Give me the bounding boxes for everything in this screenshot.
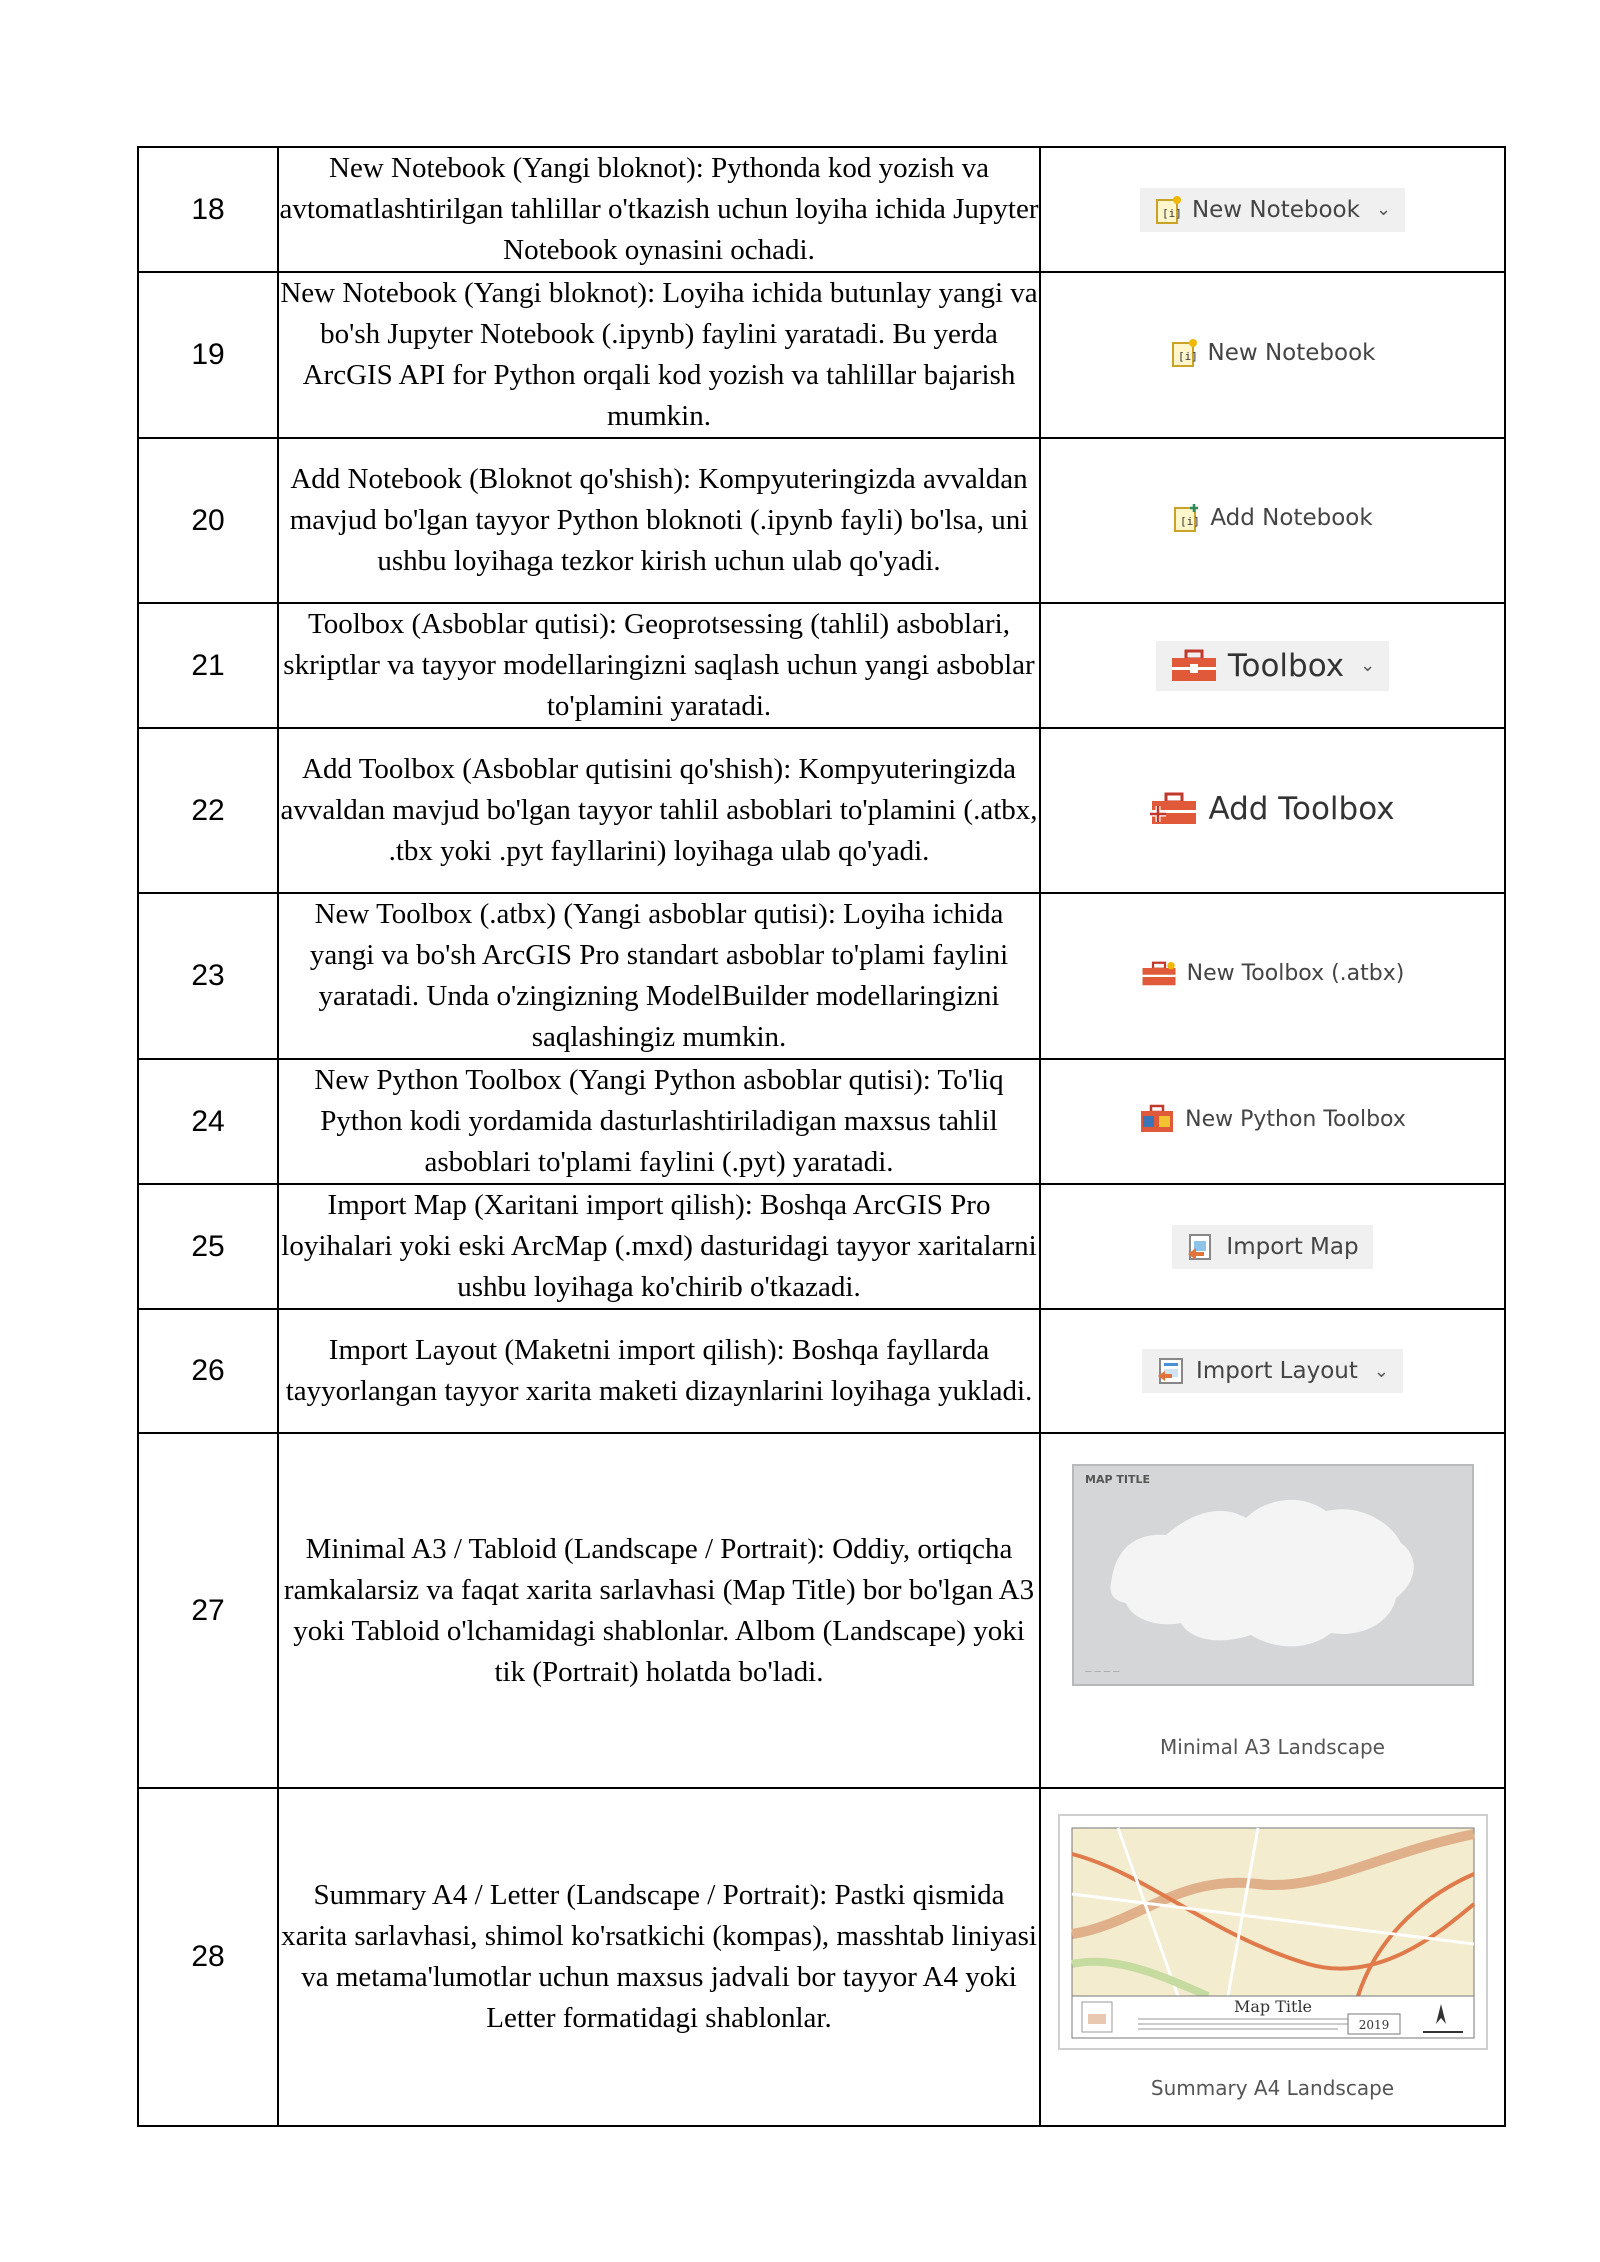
table-row bbox=[138, 893, 1505, 1059]
notebook-icon bbox=[1170, 338, 1198, 368]
toolbox-icon bbox=[1170, 649, 1218, 683]
menu-item-label: Add Notebook bbox=[1210, 505, 1373, 531]
new-toolbox-atbx-menu-item[interactable] bbox=[1141, 961, 1405, 987]
add-notebook-menu-item[interactable] bbox=[1172, 503, 1372, 533]
row-number: 23 bbox=[138, 893, 278, 1059]
svg-text:[i]: [i] bbox=[1161, 206, 1182, 220]
svg-text:[i]: [i] bbox=[1180, 515, 1201, 528]
layout-template-thumbnail[interactable] bbox=[1041, 1463, 1504, 1759]
button-label: Import Layout bbox=[1196, 1358, 1358, 1384]
table-row bbox=[138, 438, 1505, 603]
row-number: 24 bbox=[138, 1059, 278, 1184]
chevron-down-icon: ⌄ bbox=[1373, 1360, 1389, 1382]
feature-table bbox=[137, 146, 1506, 2127]
row-number: 22 bbox=[138, 728, 278, 893]
row-description: Import Layout (Maketni import qilish): Boshqa fayllarda tayyorlangan tayyor xarita maketi dizaynlarini loyihaga yukladi. bbox=[278, 1309, 1040, 1433]
layout-template-thumbnail[interactable] bbox=[1041, 1814, 1504, 2100]
ui-screenshot-cell bbox=[1040, 272, 1505, 438]
row-description: Summary A4 / Letter (Landscape / Portrait): Pastki qismida xarita sarlavhasi, shimol ko'rsatkichi (kompas), masshtab liniyasi va metama'lumotlar uchun maxsus jadvali bor tayyor A4 yoki Letter formatidagi shablonlar. bbox=[278, 1788, 1040, 2126]
ui-screenshot-cell bbox=[1040, 1184, 1505, 1309]
ui-screenshot-cell bbox=[1040, 893, 1505, 1059]
table-row bbox=[138, 272, 1505, 438]
table-row bbox=[138, 1433, 1505, 1788]
row-description: Add Notebook (Bloknot qo'shish): Kompyuteringizda avvaldan mavjud bo'lgan tayyor Python bloknoti (.ipynb fayli) bo'lsa, uni ushbu loyihaga tezkor kirish uchun ulab qo'yadi. bbox=[278, 438, 1040, 603]
map-year-text: 2019 bbox=[1358, 2018, 1389, 2032]
ui-screenshot-cell bbox=[1040, 1788, 1505, 2126]
table-row bbox=[138, 1309, 1505, 1433]
button-label: Toolbox bbox=[1227, 647, 1345, 684]
table-row bbox=[138, 1184, 1505, 1309]
import-layout-icon bbox=[1156, 1356, 1186, 1386]
toolbox-button[interactable] bbox=[1156, 641, 1389, 691]
ui-screenshot-cell bbox=[1040, 1433, 1505, 1788]
row-number: 19 bbox=[138, 272, 278, 438]
new-python-toolbox-menu-item[interactable] bbox=[1139, 1104, 1406, 1134]
ui-screenshot-cell bbox=[1040, 603, 1505, 728]
add-toolbox-icon bbox=[1150, 792, 1198, 826]
toolbox-icon bbox=[1141, 961, 1177, 987]
row-number: 27 bbox=[138, 1433, 278, 1788]
row-description: Toolbox (Asboblar qutisi): Geoprotsessing (tahlil) asboblari, skriptlar va tayyor modellaringizni saqlash uchun yangi asboblar to'plamini yaratadi. bbox=[278, 603, 1040, 728]
chevron-down-icon: ⌄ bbox=[1360, 655, 1376, 676]
row-number: 28 bbox=[138, 1788, 278, 2126]
new-notebook-button[interactable] bbox=[1140, 188, 1405, 232]
summary-a4-map-preview bbox=[1058, 1814, 1488, 2050]
template-caption: Summary A4 Landscape bbox=[1150, 2076, 1395, 2100]
row-description: New Python Toolbox (Yangi Python asboblar qutisi): To'liq Python kodi yordamida dasturlashtiriladigan maxsus tahlil asboblari to'plami faylini (.pyt) yaratadi. bbox=[278, 1059, 1040, 1184]
new-notebook-menu-item[interactable] bbox=[1170, 338, 1376, 368]
row-number: 21 bbox=[138, 603, 278, 728]
menu-item-label: New Notebook bbox=[1207, 339, 1376, 366]
row-number: 25 bbox=[138, 1184, 278, 1309]
minimal-a3-map-preview bbox=[1071, 1463, 1475, 1687]
row-description: Add Toolbox (Asboblar qutisini qo'shish): Kompyuteringizda avvaldan mavjud bo'lgan tayyor tahlil asboblari to'plamini (.atbx, .tbx yoki .pyt fayllarini) loyihaga ulab qo'yadi. bbox=[278, 728, 1040, 893]
svg-text:— — — —: — — — — bbox=[1084, 1666, 1120, 1675]
ui-screenshot-cell bbox=[1040, 147, 1505, 272]
menu-item-label: New Python Toolbox bbox=[1185, 1106, 1406, 1132]
svg-text:[i]: [i] bbox=[1177, 349, 1198, 363]
table-row bbox=[138, 728, 1505, 893]
table-row bbox=[138, 603, 1505, 728]
table-row bbox=[138, 147, 1505, 272]
row-description: New Toolbox (.atbx) (Yangi asboblar qutisi): Loyiha ichida yangi va bo'sh ArcGIS Pro standart asboblar to'plami faylini yaratadi. Unda o'zingizning ModelBuilder modellaringizni saqlashingiz mumkin. bbox=[278, 893, 1040, 1059]
template-caption: Minimal A3 Landscape bbox=[1160, 1734, 1385, 1759]
button-label: New Notebook bbox=[1191, 196, 1360, 223]
notebook-icon bbox=[1154, 195, 1182, 225]
chevron-down-icon: ⌄ bbox=[1375, 199, 1392, 220]
button-label: Import Map bbox=[1226, 1233, 1359, 1260]
add-toolbox-menu-item[interactable] bbox=[1150, 791, 1394, 827]
row-number: 18 bbox=[138, 147, 278, 272]
add-notebook-icon bbox=[1172, 503, 1200, 533]
map-title-text: Map Title bbox=[1233, 1997, 1312, 2016]
table-row bbox=[138, 1788, 1505, 2126]
row-number: 20 bbox=[138, 438, 278, 603]
row-description: Import Map (Xaritani import qilish): Boshqa ArcGIS Pro loyihalari yoki eski ArcMap (.mxd) dasturidagi tayyor xaritalarni ushbu loyihaga ko'chirib o'tkazadi. bbox=[278, 1184, 1040, 1309]
ui-screenshot-cell bbox=[1040, 728, 1505, 893]
import-map-icon bbox=[1186, 1232, 1216, 1262]
ui-screenshot-cell bbox=[1040, 438, 1505, 603]
menu-item-label: New Toolbox (.atbx) bbox=[1186, 961, 1405, 986]
row-description: New Notebook (Yangi bloknot): Loyiha ichida butunlay yangi va bo'sh Jupyter Notebook (.ipynb) faylini yaratadi. Bu yerda ArcGIS API for Python orqali kod yozish va tahlillar bajarish mumkin. bbox=[278, 272, 1040, 438]
menu-item-label: Add Toolbox bbox=[1208, 790, 1395, 827]
row-description: New Notebook (Yangi bloknot): Pythonda kod yozish va avtomatlashtirilgan tahlillar o'tkazish uchun loyiha ichida Jupyter Notebook oynasini ochadi. bbox=[278, 147, 1040, 272]
import-layout-button[interactable] bbox=[1142, 1349, 1403, 1393]
import-map-button[interactable] bbox=[1172, 1225, 1372, 1269]
row-number: 26 bbox=[138, 1309, 278, 1433]
row-description: Minimal A3 / Tabloid (Landscape / Portrait): Oddiy, ortiqcha ramkalarsiz va faqat xarita sarlavhasi (Map Title) bor bo'lgan A3 yoki Tabloid o'lchamidagi shablonlar. Albom (Landscape) yoki tik (Portrait) holatda bo'ladi. bbox=[278, 1433, 1040, 1788]
map-title-text: MAP TITLE bbox=[1084, 1472, 1150, 1486]
table-row bbox=[138, 1059, 1505, 1184]
ui-screenshot-cell bbox=[1040, 1309, 1505, 1433]
python-toolbox-icon bbox=[1139, 1104, 1175, 1134]
ui-screenshot-cell bbox=[1040, 1059, 1505, 1184]
